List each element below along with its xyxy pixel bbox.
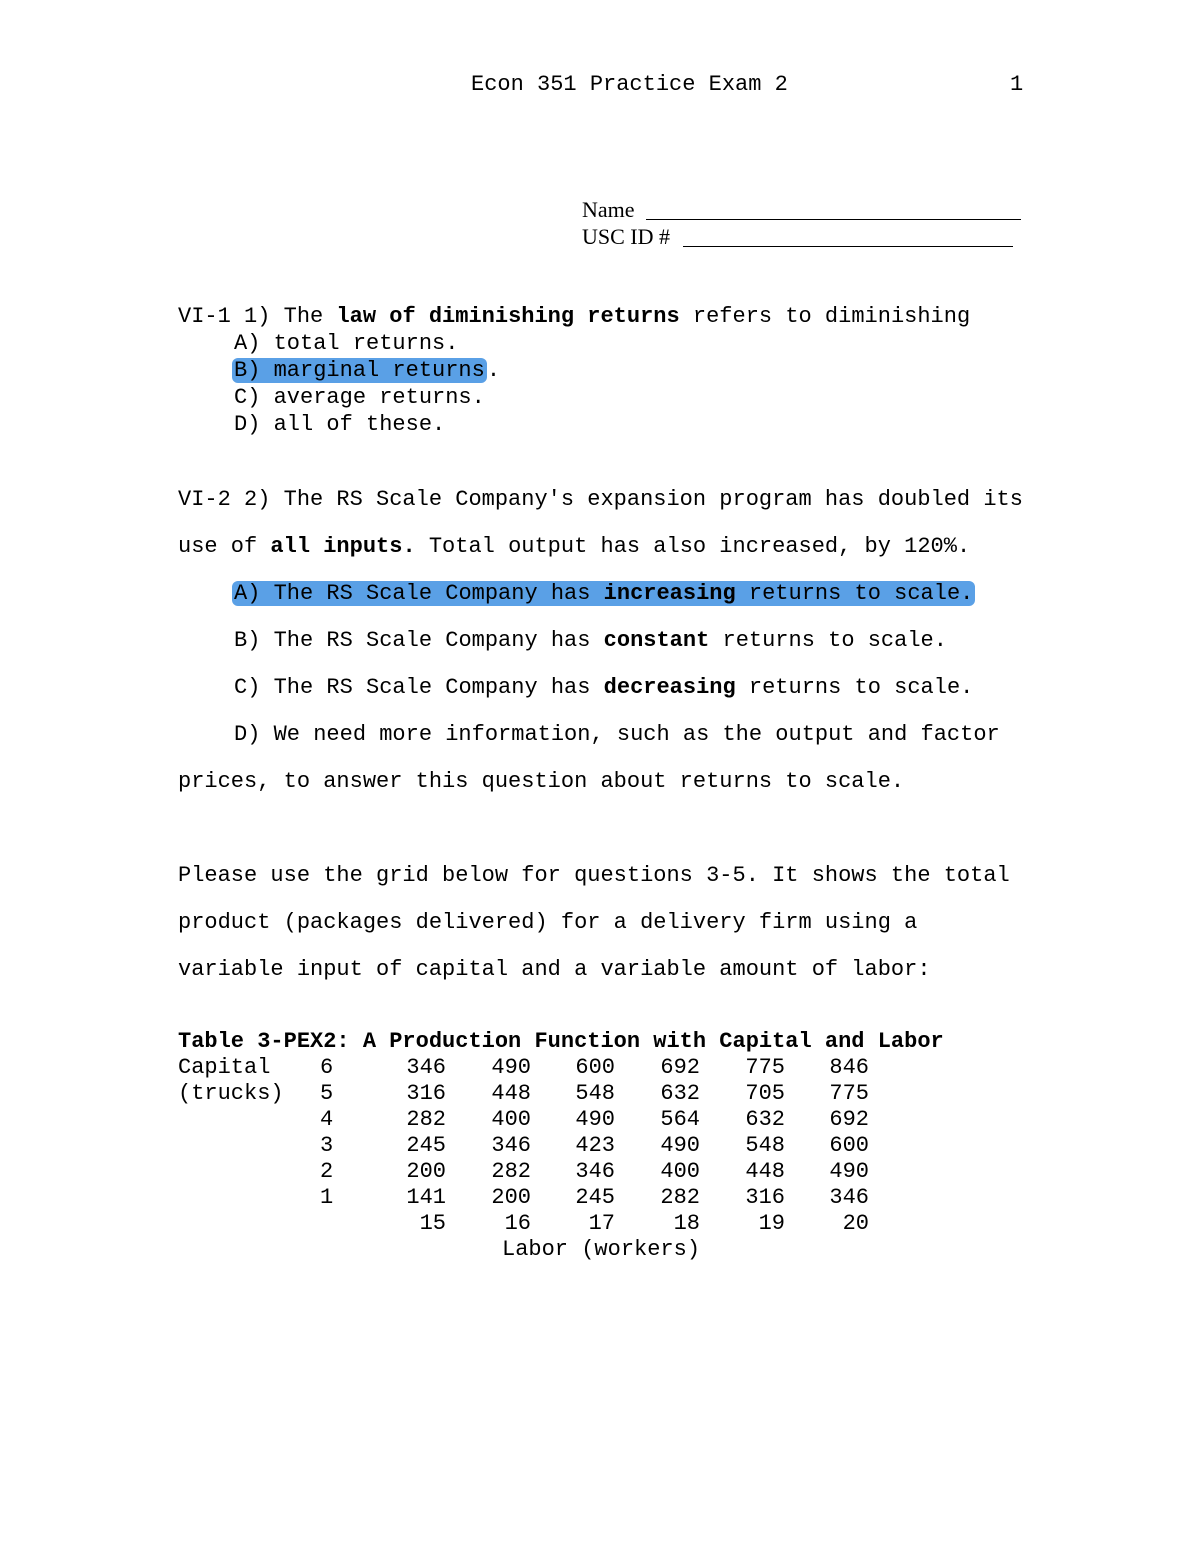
labor-value: 17 [588,1211,615,1236]
capital-value: 5 [320,1081,334,1106]
output-cell: 282 [660,1185,700,1210]
output-cell: 692 [829,1107,869,1132]
q1-option-c[interactable]: C) average returns. [234,385,485,410]
table-title: Table 3-PEX2: A Production Function with Capital and Labor [178,1029,944,1054]
output-cell: 346 [406,1055,446,1080]
output-cell: 200 [491,1185,531,1210]
output-cell: 316 [406,1081,446,1106]
question-1 [178,306,970,328]
output-cell: 490 [491,1055,531,1080]
q2-option-b-key-term: constant [603,628,710,653]
output-cell: 490 [575,1107,615,1132]
q1-option-a[interactable]: A) total returns. [234,331,459,356]
q2-option-c-text-pre: The RS Scale Company has [273,675,604,700]
question-2-key-term: all inputs. [270,534,416,559]
output-cell: 548 [575,1081,615,1106]
question-2-line-2-post: Total output has also increased, by 120%. [415,534,971,559]
usc-id-label: USC ID # [582,224,671,249]
q2-option-d-line-2: prices, to answer this question about returns to scale. [178,769,905,794]
output-cell: 282 [491,1159,531,1184]
capital-value: 4 [320,1107,334,1132]
output-cell: 448 [491,1081,531,1106]
name-field[interactable] [646,219,1021,220]
output-cell: 346 [491,1133,531,1158]
output-cell: 346 [575,1159,615,1184]
output-cell: 775 [829,1081,869,1106]
capital-axis-label: Capital [178,1055,271,1080]
output-cell: 490 [829,1159,869,1184]
q2-option-a-text-post: returns to scale. [735,581,974,606]
question-1-prefix: VI-1 1) The [178,304,337,329]
q2-option-a-highlight [232,581,975,606]
output-cell: 600 [575,1055,615,1080]
labor-value: 15 [419,1211,446,1236]
question-1-suffix: refers to diminishing [679,304,971,329]
capital-value: 1 [320,1185,334,1210]
capital-value: 3 [320,1133,334,1158]
output-cell: 141 [406,1185,446,1210]
labor-value: 19 [758,1211,785,1236]
capital-axis-label: (trucks) [178,1081,284,1106]
output-cell: 200 [406,1159,446,1184]
q2-option-c-letter: C) [234,675,274,700]
document-title: Econ 351 Practice Exam 2 [471,72,788,97]
output-cell: 400 [660,1159,700,1184]
output-cell: 548 [745,1133,785,1158]
q2-option-a[interactable] [234,583,975,605]
q2-option-b-letter: B) [234,628,274,653]
output-cell: 775 [745,1055,785,1080]
q2-option-b-text-pre: The RS Scale Company has [273,628,604,653]
q1-option-d[interactable]: D) all of these. [234,412,446,437]
q2-option-a-key-term: increasing [603,581,736,606]
output-cell: 448 [745,1159,785,1184]
output-cell: 423 [575,1133,615,1158]
usc-id-field[interactable] [683,246,1013,247]
capital-value: 2 [320,1159,334,1184]
q2-option-a-text-pre: The RS Scale Company has [273,581,604,606]
output-cell: 282 [406,1107,446,1132]
output-cell: 400 [491,1107,531,1132]
intro-line-3: variable input of capital and a variable amount of labor: [178,957,931,982]
q1-option-b-highlight: B) marginal returns [234,358,485,383]
q1-option-b[interactable]: B) marginal returns. [234,358,501,383]
output-cell: 600 [829,1133,869,1158]
labor-value: 18 [673,1211,700,1236]
output-cell: 692 [660,1055,700,1080]
q2-option-c[interactable] [234,677,973,699]
output-cell: 632 [745,1107,785,1132]
q2-option-c-text-post: returns to scale. [735,675,974,700]
output-cell: 346 [829,1185,869,1210]
output-cell: 564 [660,1107,700,1132]
capital-value: 6 [320,1055,334,1080]
output-cell: 846 [829,1055,869,1080]
question-2-line-1: VI-2 2) The RS Scale Company's expansion program has doubled its [178,487,1023,512]
intro-line-2: product (packages delivered) for a delivery firm using a [178,910,918,935]
question-1-key-term: law of diminishing returns [336,304,680,329]
question-2-line-2 [178,536,970,558]
intro-line-1: Please use the grid below for questions 3-5. It shows the total [178,863,1010,888]
output-cell: 245 [406,1133,446,1158]
labor-value: 20 [842,1211,869,1236]
labor-value: 16 [504,1211,531,1236]
output-cell: 490 [660,1133,700,1158]
output-cell: 705 [745,1081,785,1106]
q2-option-c-key-term: decreasing [603,675,736,700]
question-2-line-2-pre: use of [178,534,271,559]
q2-option-d-line-1[interactable]: D) We need more information, such as the output and factor [234,722,1000,747]
q2-option-a-letter: A) [234,581,274,606]
page-number: 1 [1010,72,1024,97]
q2-option-b-text-post: returns to scale. [709,628,947,653]
labor-axis-label: Labor (workers) [502,1237,701,1262]
output-cell: 632 [660,1081,700,1106]
output-cell: 316 [745,1185,785,1210]
output-cell: 245 [575,1185,615,1210]
name-label: Name [582,197,635,222]
q2-option-b[interactable] [234,630,947,652]
